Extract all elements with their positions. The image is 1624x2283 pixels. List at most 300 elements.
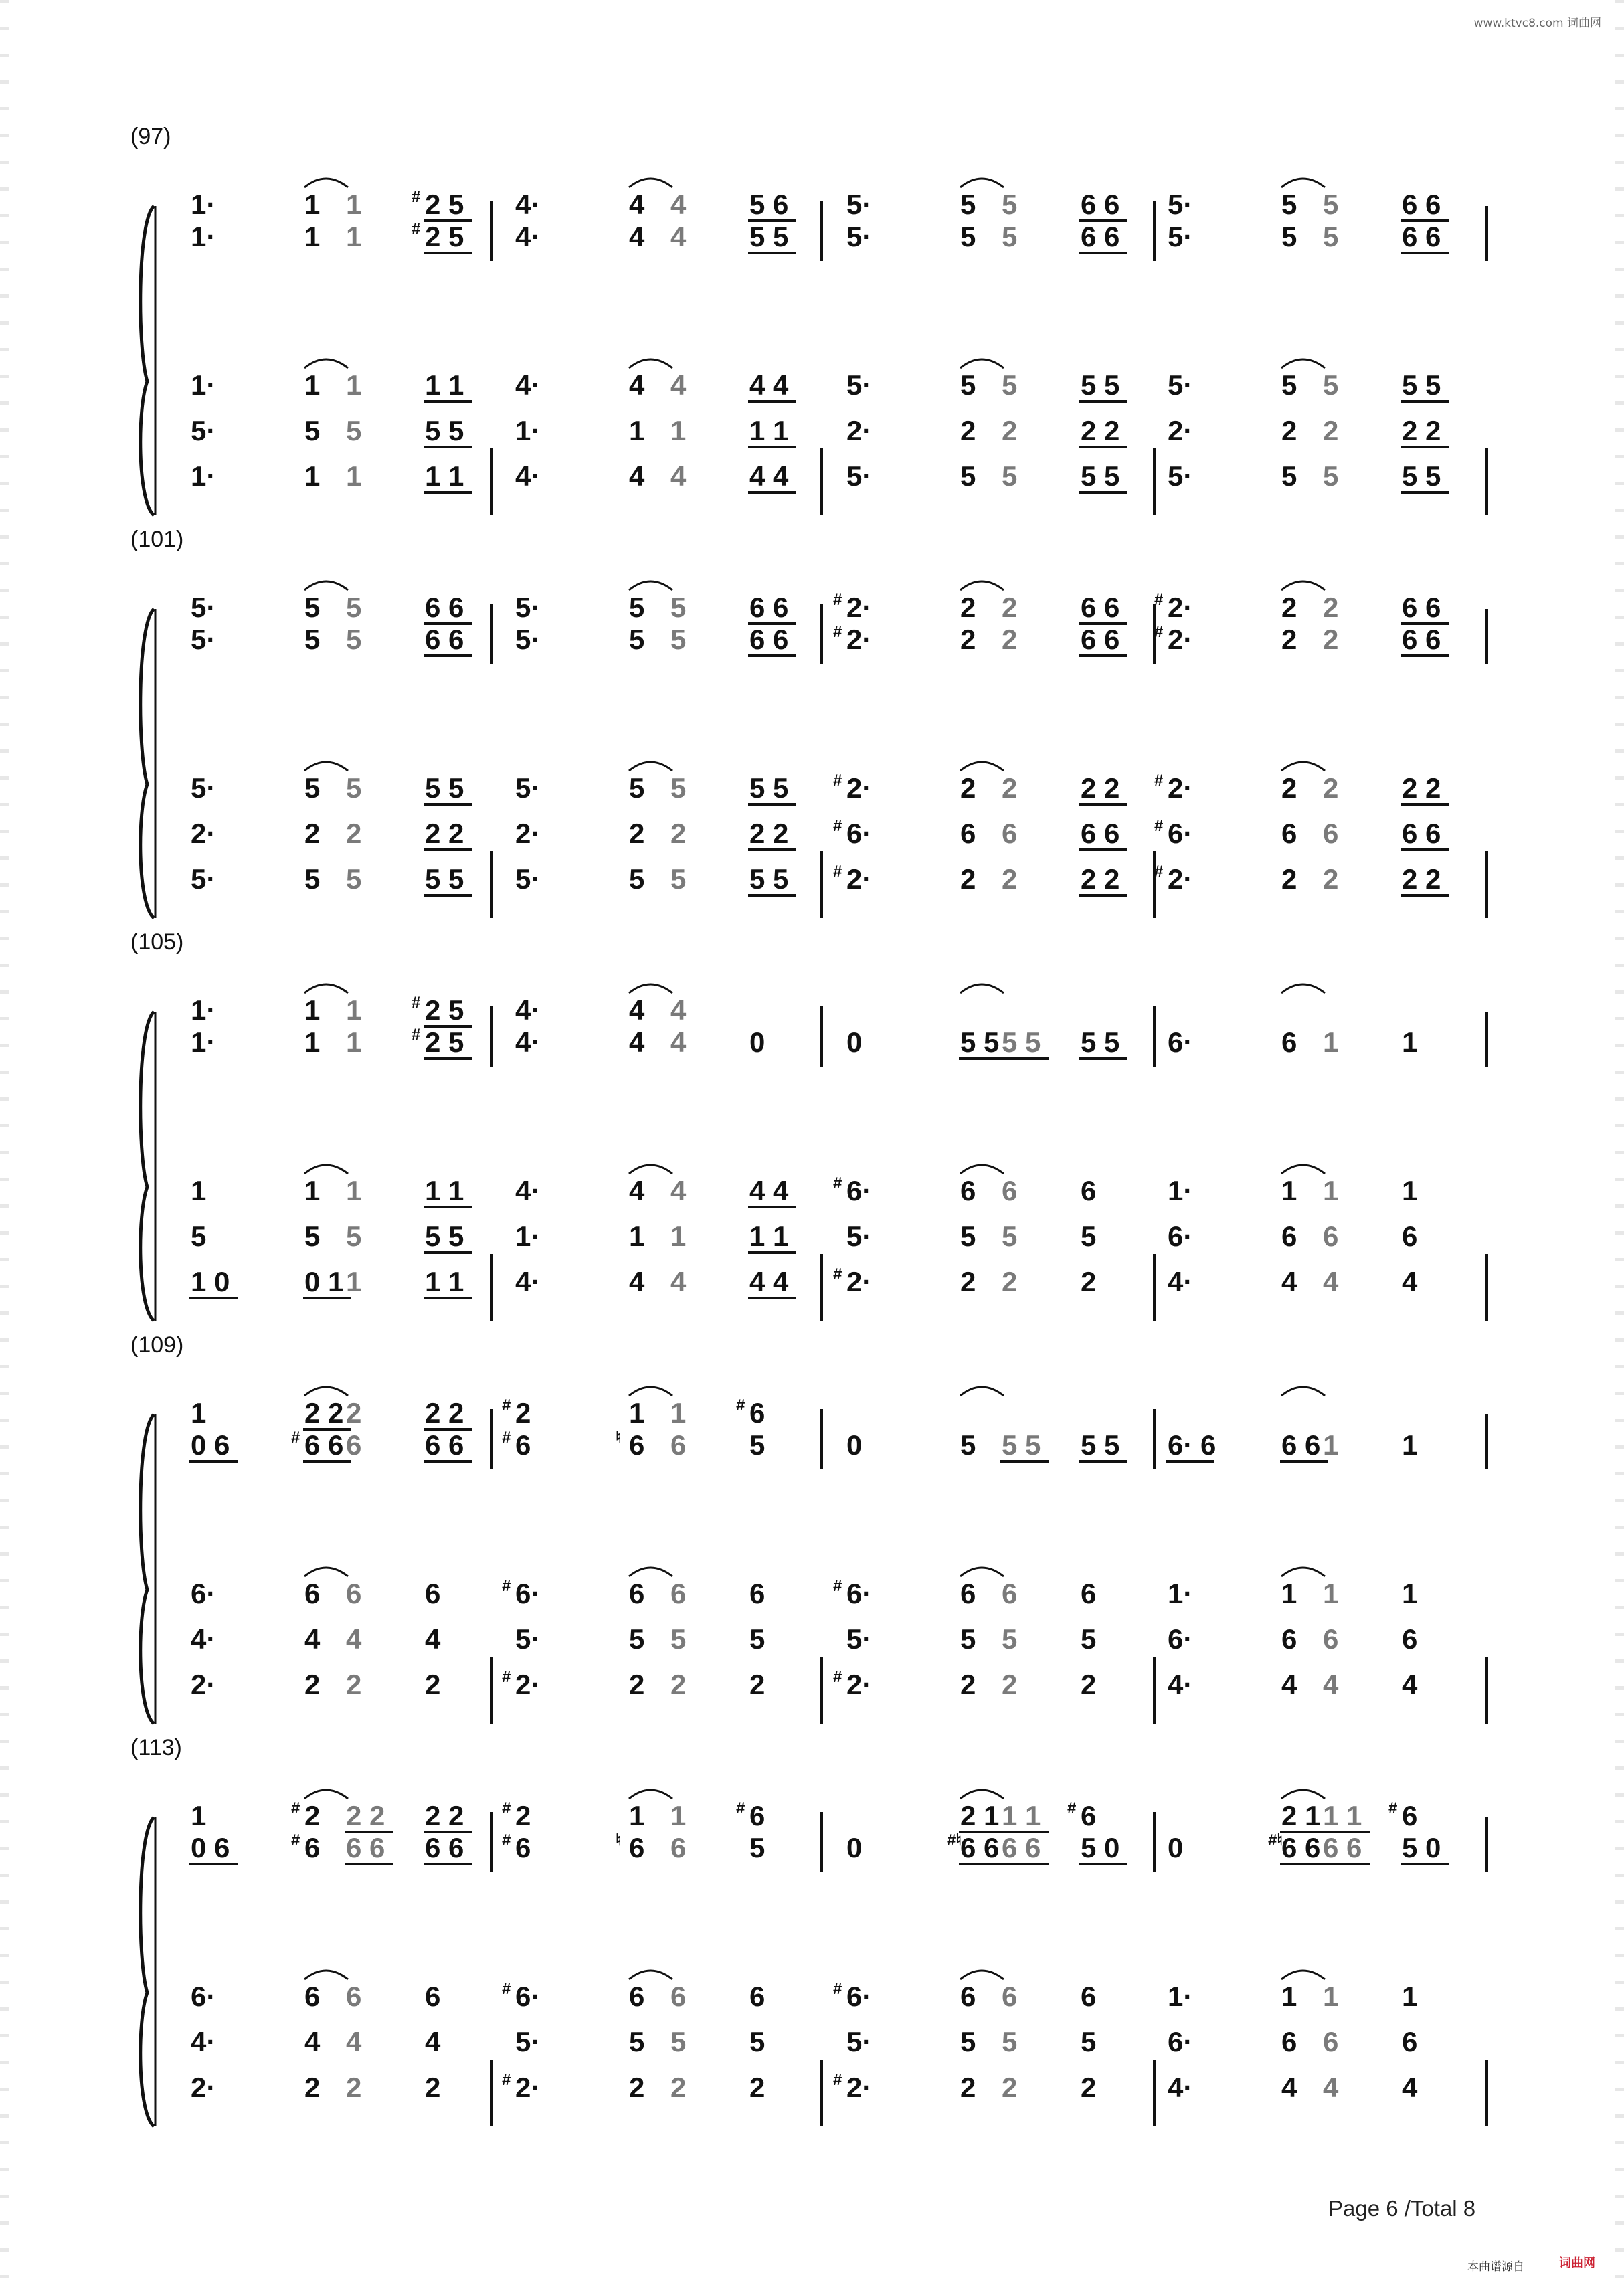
accidental-sharp: # xyxy=(502,2071,511,2089)
tied-note: 2 xyxy=(346,2072,362,2103)
note: 2 xyxy=(304,2072,321,2103)
accidental-sharp: # xyxy=(736,1799,745,1817)
measure-number: (109) xyxy=(130,1332,184,1358)
note: 1 xyxy=(1402,1175,1418,1206)
tied-note: 5 xyxy=(1323,460,1339,492)
note: 2· xyxy=(1168,624,1193,655)
accidental-sharp: # xyxy=(502,1799,511,1817)
note: 6 xyxy=(629,1981,645,2012)
note: 4 xyxy=(1281,1266,1297,1297)
note: 1· xyxy=(1168,1175,1193,1206)
note: 6 xyxy=(960,1578,976,1609)
accidental-sharp: ♮ xyxy=(616,1429,622,1447)
note: 6· xyxy=(1168,1623,1193,1655)
note: 5 5 xyxy=(1081,1026,1120,1058)
note: 6 6 xyxy=(425,624,464,655)
grand-staff-brace xyxy=(141,1012,154,1321)
tied-note: 4 xyxy=(670,369,687,401)
tie-arc xyxy=(629,1790,672,1799)
note: 5 5 xyxy=(749,863,789,895)
note: 4 xyxy=(629,221,645,252)
note: 5 xyxy=(749,2026,765,2058)
note: 1 xyxy=(304,189,321,220)
tied-note: 4 xyxy=(670,1266,687,1297)
accidental-sharp: # xyxy=(833,771,842,790)
tied-note: 5 xyxy=(346,591,362,623)
note: 0 6 xyxy=(191,1832,230,1863)
note: 0 xyxy=(1168,1832,1184,1863)
tied-note: 5 xyxy=(1002,189,1018,220)
tie-arc xyxy=(304,179,348,187)
note: 4 xyxy=(425,2026,441,2058)
note: 5· xyxy=(846,2026,872,2058)
note: 2 2 xyxy=(425,818,464,849)
accidental-sharp: # xyxy=(736,1396,745,1414)
note: 6 xyxy=(304,1578,321,1609)
note: 2 xyxy=(515,1397,531,1429)
note: 6 xyxy=(515,1429,531,1461)
tied-note: 4 xyxy=(670,1175,687,1206)
note: 2· xyxy=(846,415,872,446)
note: 2 xyxy=(425,2072,441,2103)
note: 6 6 xyxy=(1081,624,1120,655)
note: 2 xyxy=(1281,863,1297,895)
tie-arc xyxy=(304,359,348,368)
note: 2 2 xyxy=(1081,863,1120,895)
note: 5 xyxy=(304,772,321,804)
note: 5· xyxy=(846,189,872,220)
note: 4 xyxy=(629,1175,645,1206)
tied-note: 5 xyxy=(670,772,687,804)
note: 4 xyxy=(1402,2072,1418,2103)
accidental-sharp: # xyxy=(833,591,842,609)
note: 2 xyxy=(515,1800,531,1831)
note: 1 xyxy=(304,369,321,401)
note: 6 xyxy=(1081,1578,1097,1609)
tied-note: 4 xyxy=(670,1026,687,1058)
tied-note: 2 xyxy=(1002,415,1018,446)
note: 1 1 xyxy=(425,460,464,492)
accidental-sharp: # xyxy=(502,1429,511,1447)
note: 1 xyxy=(191,1800,207,1831)
note: 5· xyxy=(1168,460,1193,492)
note: 1 xyxy=(304,460,321,492)
note: 4· xyxy=(1168,1669,1193,1700)
note: 5 5 xyxy=(749,772,789,804)
note: 0 xyxy=(846,1832,863,1863)
note: 1 xyxy=(304,221,321,252)
note: 2 xyxy=(304,1800,321,1831)
note: 5 5 xyxy=(425,1220,464,1252)
tied-note: 2 xyxy=(1323,863,1339,895)
note: 6· xyxy=(846,1175,872,1206)
tied-note: 1 xyxy=(346,460,362,492)
tied-note: 4 xyxy=(670,221,687,252)
note: 6 6 xyxy=(1281,1429,1321,1461)
tied-note: 1 xyxy=(1323,1175,1339,1206)
note: 5 xyxy=(629,863,645,895)
note: 5 5 xyxy=(425,415,464,446)
note: 5· xyxy=(191,863,216,895)
tie-arc xyxy=(629,179,672,187)
accidental-sharp: # xyxy=(1154,623,1164,641)
accidental-sharp: # xyxy=(502,1396,511,1414)
tie-arc xyxy=(960,1790,1004,1799)
note: 2· xyxy=(191,1669,216,1700)
note: 6 6 xyxy=(1402,591,1441,623)
tied-note: 2 xyxy=(1002,1669,1018,1700)
note: 6· xyxy=(515,1578,541,1609)
tied-note: 4 xyxy=(346,2026,362,2058)
note: 2 xyxy=(304,1669,321,1700)
note: 6 6 xyxy=(749,591,789,623)
tied-note: 1 xyxy=(346,369,362,401)
note: 2· xyxy=(1168,863,1193,895)
note: 5 5 xyxy=(1402,369,1441,401)
note: 1 1 xyxy=(425,1266,464,1297)
note: 2 2 xyxy=(1081,415,1120,446)
note: 2 xyxy=(960,2072,976,2103)
accidental-sharp: # xyxy=(412,1026,421,1044)
tie-arc xyxy=(304,1790,348,1799)
note: 4· xyxy=(515,460,541,492)
note: 1· xyxy=(191,221,216,252)
note: 4 xyxy=(1402,1266,1418,1297)
note: 5 xyxy=(304,863,321,895)
tie-arc xyxy=(304,1971,348,1979)
note: 5 5 xyxy=(1402,460,1441,492)
note: 2· xyxy=(846,591,872,623)
note: 1 xyxy=(1402,1429,1418,1461)
tie-arc xyxy=(1281,1568,1325,1576)
accidental-sharp: #♮ xyxy=(1268,1831,1283,1849)
note: 1 xyxy=(629,1800,645,1831)
note: 0 xyxy=(749,1026,765,1058)
accidental-sharp: # xyxy=(833,1980,842,1998)
accidental-sharp: # xyxy=(412,220,421,238)
note: 6 6 xyxy=(1081,591,1120,623)
note: 6 6 xyxy=(1081,189,1120,220)
accidental-sharp: # xyxy=(833,1174,842,1192)
note: 1 xyxy=(629,1220,645,1252)
note: 5 xyxy=(629,2026,645,2058)
note: 1 xyxy=(191,1175,207,1206)
accidental-sharp: # xyxy=(1067,1799,1077,1817)
note: 6 6 xyxy=(1281,1832,1321,1863)
grand-staff-brace xyxy=(141,1414,154,1724)
note: 5 xyxy=(960,369,976,401)
note: 1 xyxy=(304,994,321,1026)
tied-note: 4 xyxy=(346,1623,362,1655)
note: 0 1 xyxy=(304,1266,344,1297)
tied-note: 5 xyxy=(1002,221,1018,252)
note: 5· xyxy=(846,369,872,401)
tied-note: 5 xyxy=(670,863,687,895)
note: 5· xyxy=(846,1623,872,1655)
tied-note: 4 xyxy=(1323,1266,1339,1297)
note: 1 1 xyxy=(425,1175,464,1206)
tied-note: 6 xyxy=(670,1578,687,1609)
note: 5 xyxy=(960,189,976,220)
note: 1 1 xyxy=(425,369,464,401)
note: 5· xyxy=(1168,221,1193,252)
tied-note: 2 2 xyxy=(346,1800,385,1831)
tied-note: 2 xyxy=(346,1397,362,1429)
tie-arc xyxy=(629,762,672,771)
note: 4· xyxy=(191,1623,216,1655)
tied-note: 4 xyxy=(670,460,687,492)
accidental-sharp: # xyxy=(833,2071,842,2089)
note: 1· xyxy=(1168,1578,1193,1609)
tied-note: 6 xyxy=(670,1981,687,2012)
note: 2 2 xyxy=(1402,415,1441,446)
note: 5 xyxy=(1281,460,1297,492)
tied-note: 2 xyxy=(1002,624,1018,655)
note: 6· 6 xyxy=(1168,1429,1216,1461)
tied-note: 4 xyxy=(670,994,687,1026)
note: 4· xyxy=(515,221,541,252)
note: 2 5 xyxy=(425,1026,464,1058)
tied-note: 6 xyxy=(1323,1623,1339,1655)
tie-arc xyxy=(960,762,1004,771)
note: 2 xyxy=(960,591,976,623)
tied-note: 1 xyxy=(1323,1026,1339,1058)
accidental-sharp: # xyxy=(502,1577,511,1595)
note: 5 xyxy=(191,1220,207,1252)
tied-note: 5 xyxy=(1002,1623,1018,1655)
note: 6 6 xyxy=(1402,221,1441,252)
header-url: www.ktvc8.com 词曲网 xyxy=(1473,17,1601,30)
note: 6 6 xyxy=(960,1832,1000,1863)
tied-note: 5 xyxy=(670,624,687,655)
footer-source-label: 本曲谱源自 xyxy=(1467,2260,1524,2274)
note: 5 xyxy=(960,221,976,252)
note: 5 5 xyxy=(1081,460,1120,492)
tied-note: 1 xyxy=(346,1266,362,1297)
note: 1 xyxy=(1281,1175,1297,1206)
note: 6 6 xyxy=(749,624,789,655)
note: 2 xyxy=(1281,624,1297,655)
accidental-sharp: # xyxy=(833,817,842,835)
note: 1 xyxy=(1281,1578,1297,1609)
note: 1 1 xyxy=(749,415,789,446)
tie-arc xyxy=(960,1387,1004,1396)
note: 4 xyxy=(629,1026,645,1058)
note: 4 xyxy=(629,460,645,492)
note: 4· xyxy=(191,2026,216,2058)
note: 2 xyxy=(425,1669,441,1700)
note: 6 xyxy=(1402,1800,1418,1831)
tie-arc xyxy=(960,581,1004,590)
tie-arc xyxy=(1281,179,1325,187)
grand-staff-brace xyxy=(141,609,154,918)
note: 4 xyxy=(629,1266,645,1297)
note: 6 6 xyxy=(425,1429,464,1461)
tie-arc xyxy=(629,1971,672,1979)
note: 5 xyxy=(960,2026,976,2058)
note: 5 5 xyxy=(425,772,464,804)
tie-arc xyxy=(304,762,348,771)
note: 4 4 xyxy=(749,1175,789,1206)
note: 6 6 xyxy=(1402,189,1441,220)
note: 2 5 xyxy=(425,221,464,252)
note: 5· xyxy=(846,460,872,492)
note: 2· xyxy=(1168,591,1193,623)
tied-note: 6 xyxy=(670,1832,687,1863)
tie-arc xyxy=(1281,1971,1325,1979)
tied-note: 2 xyxy=(1002,591,1018,623)
note: 1 xyxy=(1281,1981,1297,2012)
tied-note: 2 xyxy=(1002,2072,1018,2103)
note: 5 xyxy=(304,591,321,623)
note: 2 2 xyxy=(1402,863,1441,895)
note: 6 6 xyxy=(1402,818,1441,849)
note: 2· xyxy=(515,1669,541,1700)
note: 2 2 xyxy=(1402,772,1441,804)
tied-note: 2 xyxy=(1002,863,1018,895)
note: 5 5 xyxy=(749,221,789,252)
note: 5 xyxy=(749,1832,765,1863)
tied-note: 1 xyxy=(346,189,362,220)
note: 0 6 xyxy=(191,1429,230,1461)
tied-note: 6 xyxy=(670,1429,687,1461)
note: 5 xyxy=(749,1429,765,1461)
tie-arc xyxy=(1281,581,1325,590)
tie-arc xyxy=(304,1387,348,1396)
accidental-sharp: # xyxy=(502,1668,511,1686)
note: 4 4 xyxy=(749,369,789,401)
accidental-sharp: # xyxy=(502,1980,511,1998)
note: 2 1 xyxy=(960,1800,1000,1831)
note: 2· xyxy=(1168,415,1193,446)
note: 2 5 xyxy=(425,189,464,220)
accidental-sharp: # xyxy=(291,1831,300,1849)
note: 6 6 xyxy=(1081,818,1120,849)
note: 6 xyxy=(749,1981,765,2012)
note: 5 xyxy=(960,1429,976,1461)
note: 4· xyxy=(515,1026,541,1058)
tie-arc xyxy=(629,1387,672,1396)
accidental-sharp: #♮ xyxy=(947,1831,962,1849)
note: 4 xyxy=(304,2026,321,2058)
note: 2 xyxy=(960,415,976,446)
note: 5 xyxy=(960,460,976,492)
note: 6 xyxy=(1281,2026,1297,2058)
tied-note: 5 xyxy=(346,772,362,804)
tied-note: 6 6 xyxy=(1002,1832,1041,1863)
tied-note: 6 xyxy=(346,1981,362,2012)
note: 2· xyxy=(846,624,872,655)
tied-note: 1 1 xyxy=(1323,1800,1362,1831)
note: 5 xyxy=(1281,369,1297,401)
note: 2 2 xyxy=(425,1800,464,1831)
note: 6 xyxy=(629,1832,645,1863)
note: 6 xyxy=(425,1981,441,2012)
accidental-sharp: # xyxy=(291,1799,300,1817)
note: 5 xyxy=(960,1623,976,1655)
tied-note: 6 xyxy=(346,1429,362,1461)
note: 2· xyxy=(846,863,872,895)
accidental-sharp: # xyxy=(412,188,421,206)
accidental-sharp: # xyxy=(833,1668,842,1686)
note: 6 xyxy=(1281,1623,1297,1655)
tied-note: 5 xyxy=(1002,369,1018,401)
note: 2 xyxy=(1281,591,1297,623)
note: 2 xyxy=(960,863,976,895)
tied-note: 1 xyxy=(1323,1429,1339,1461)
note: 2 xyxy=(960,1669,976,1700)
note: 5· xyxy=(515,2026,541,2058)
note: 5 5 xyxy=(1081,1429,1120,1461)
tie-arc xyxy=(1281,1387,1325,1396)
note: 5 xyxy=(304,624,321,655)
note: 1· xyxy=(1168,1981,1193,2012)
tied-note: 2 xyxy=(1323,624,1339,655)
note: 6 6 xyxy=(304,1429,344,1461)
note: 6 xyxy=(1281,1220,1297,1252)
measure-number: (113) xyxy=(130,1735,182,1760)
note: 6 xyxy=(515,1832,531,1863)
tied-note: 1 xyxy=(346,1026,362,1058)
note: 4· xyxy=(515,189,541,220)
tied-note: 6 xyxy=(1002,1578,1018,1609)
note: 5· xyxy=(515,1623,541,1655)
measure-number: (101) xyxy=(130,527,184,552)
note: 5· xyxy=(191,772,216,804)
note: 5· xyxy=(191,624,216,655)
tied-note: 2 xyxy=(1323,415,1339,446)
accidental-sharp: # xyxy=(833,1577,842,1595)
tied-note: 5 xyxy=(1323,221,1339,252)
note: 6 6 xyxy=(425,1832,464,1863)
tie-arc xyxy=(960,984,1004,993)
note: 6 xyxy=(629,1578,645,1609)
tie-arc xyxy=(304,581,348,590)
tied-note: 5 xyxy=(1002,460,1018,492)
tie-arc xyxy=(629,359,672,368)
tie-arc xyxy=(304,1165,348,1174)
note: 6· xyxy=(515,1981,541,2012)
note: 5 xyxy=(1281,221,1297,252)
tied-note: 6 6 xyxy=(1323,1832,1362,1863)
note: 4 xyxy=(1281,2072,1297,2103)
note: 6 xyxy=(960,1175,976,1206)
note: 6· xyxy=(191,1981,216,2012)
tie-arc xyxy=(304,984,348,993)
tied-note: 5 xyxy=(670,1623,687,1655)
measure-number: (97) xyxy=(130,124,171,149)
note: 4 xyxy=(1402,1669,1418,1700)
tied-note: 5 xyxy=(670,591,687,623)
note: 5 xyxy=(1081,2026,1097,2058)
note: 1· xyxy=(191,189,216,220)
note: 4 xyxy=(304,1623,321,1655)
note: 2 5 xyxy=(425,994,464,1026)
note: 6· xyxy=(1168,818,1193,849)
tied-note: 5 xyxy=(346,415,362,446)
note: 5· xyxy=(1168,189,1193,220)
accidental-sharp: # xyxy=(1154,862,1164,881)
note: 5· xyxy=(846,221,872,252)
tied-note: 1 xyxy=(1323,1981,1339,2012)
note: 5 6 xyxy=(749,189,789,220)
note: 6 xyxy=(960,818,976,849)
tie-arc xyxy=(960,359,1004,368)
note: 5· xyxy=(191,591,216,623)
tied-note: 6 xyxy=(1323,818,1339,849)
note: 6· xyxy=(846,818,872,849)
tie-arc xyxy=(304,1568,348,1576)
